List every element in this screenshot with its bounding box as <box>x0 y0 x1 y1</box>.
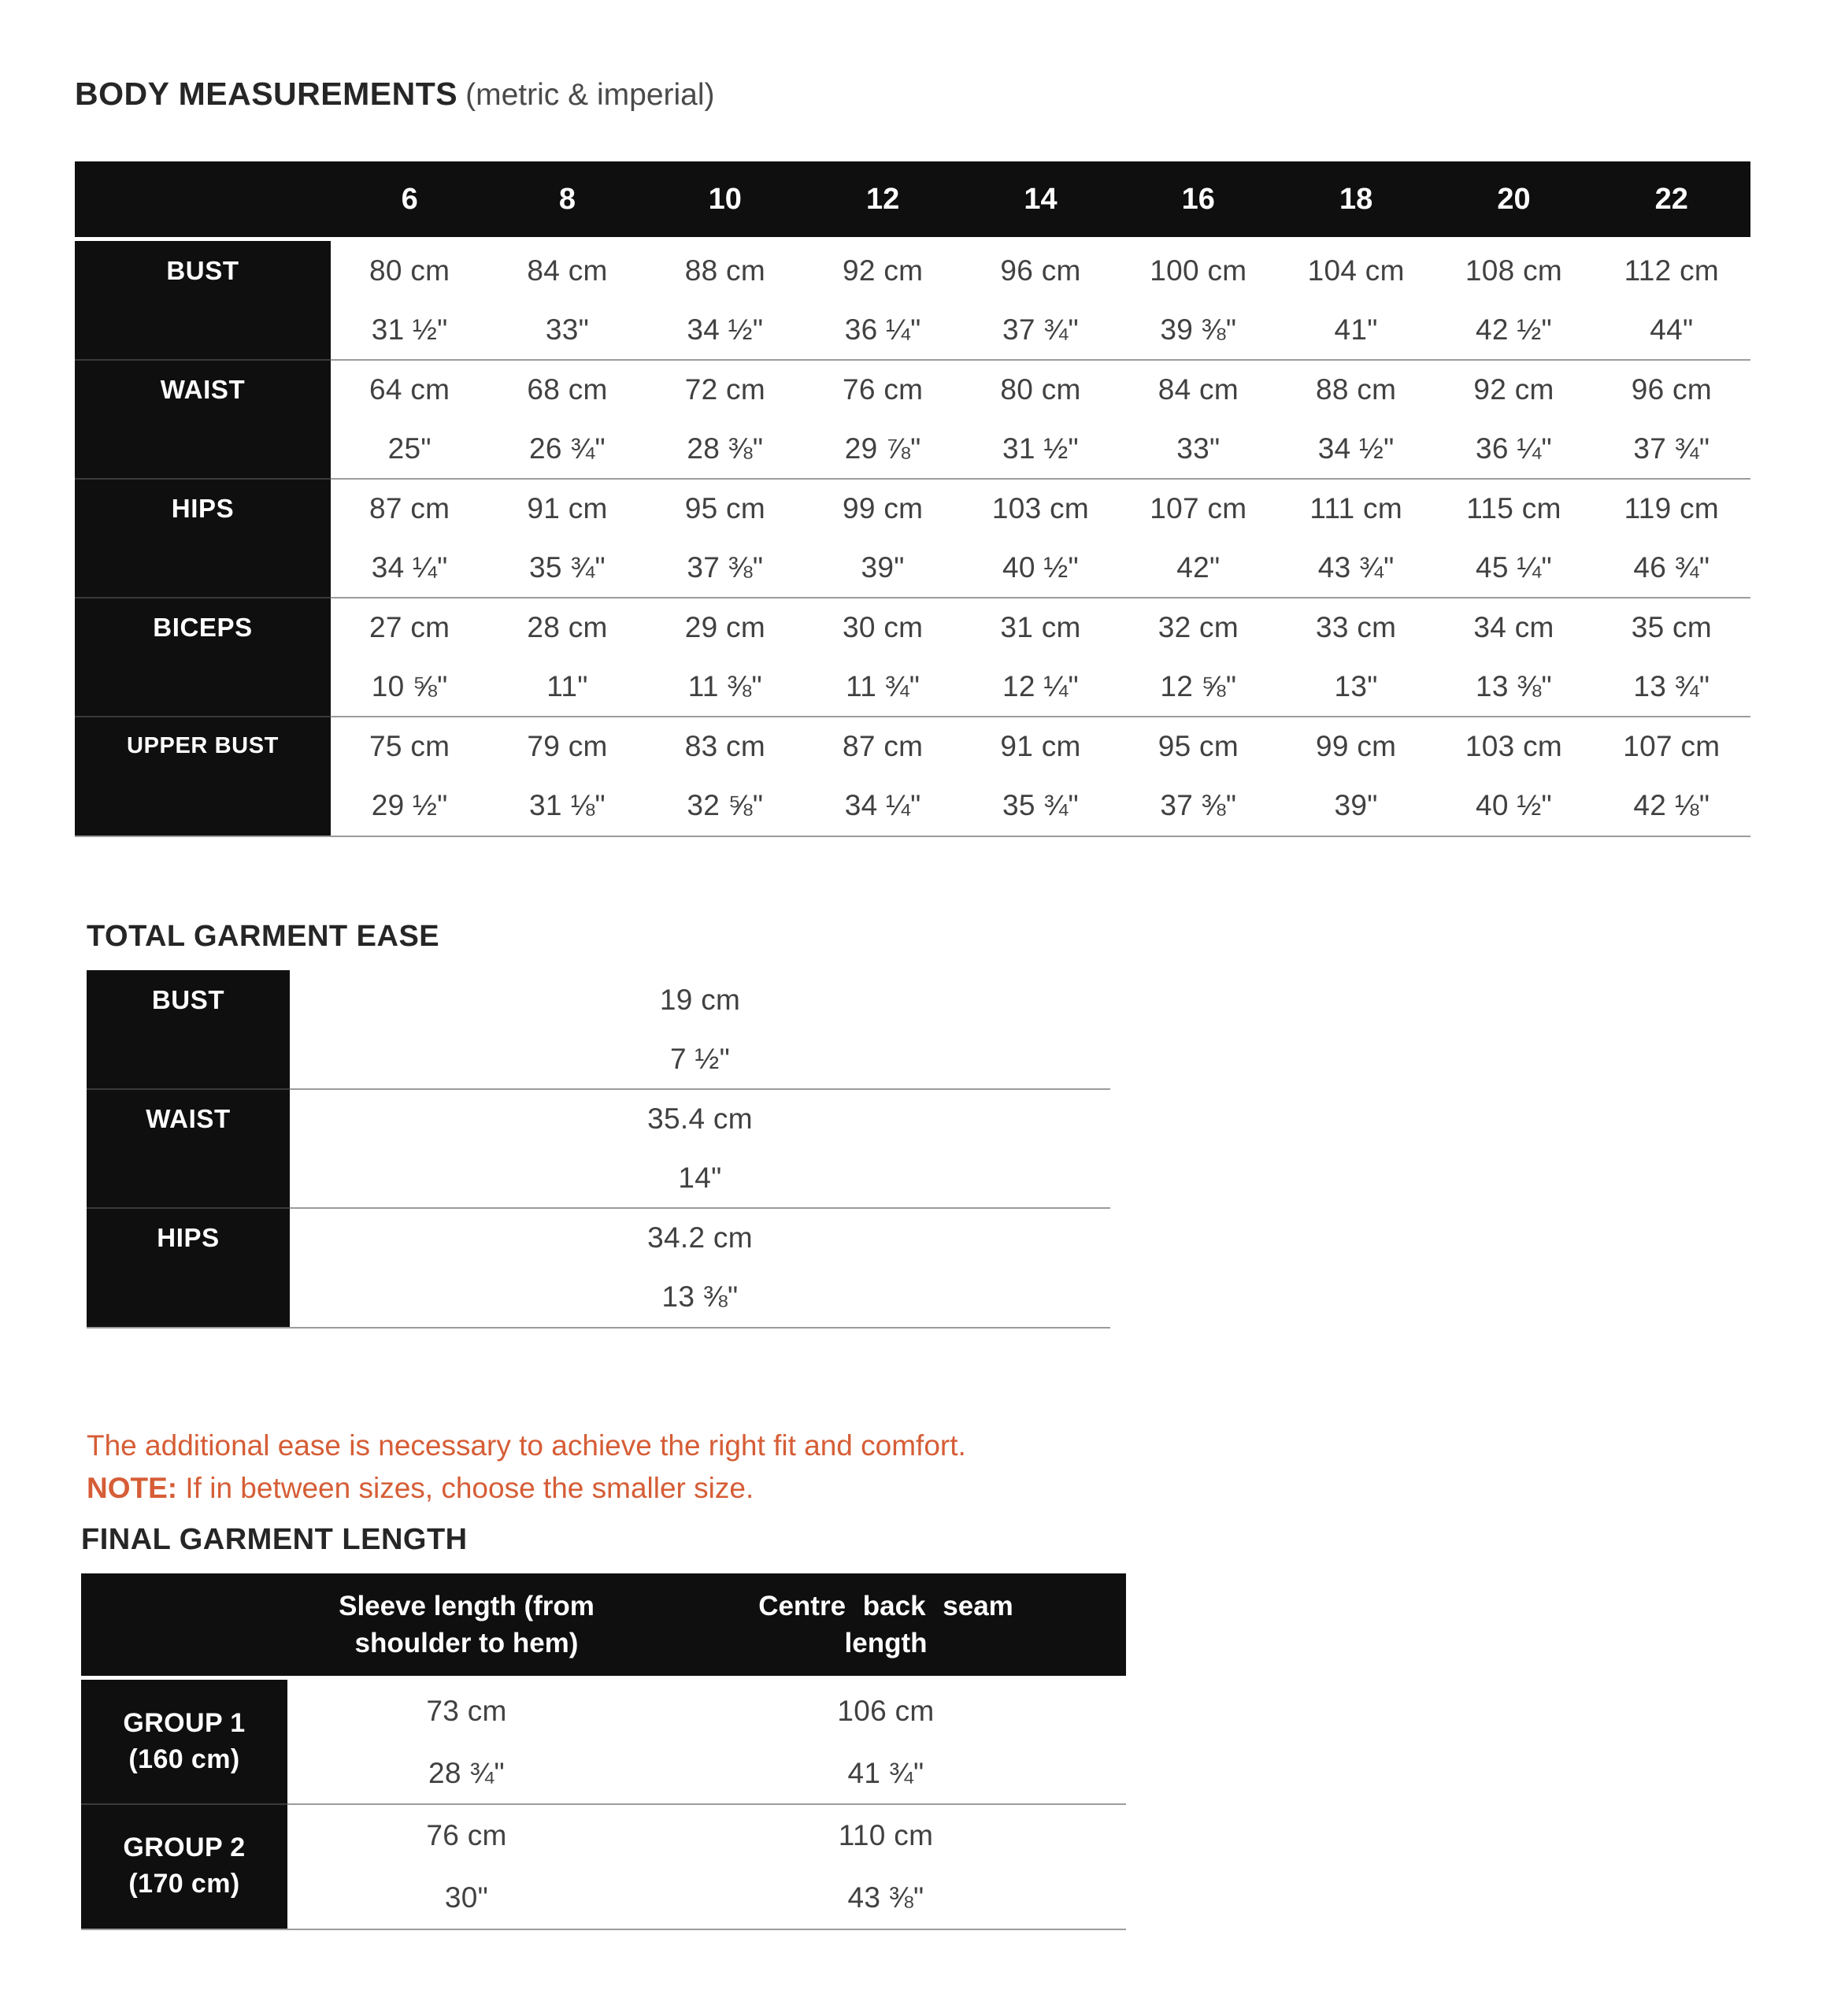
measurement-cell <box>961 360 1119 479</box>
value-cm: 34.2 cm <box>647 1221 753 1254</box>
value-inches: 44" <box>1650 313 1694 346</box>
page-title-bold: BODY MEASUREMENTS <box>75 76 458 112</box>
centre-back-seam-cell <box>646 1680 1126 1804</box>
value-inches: 26 ¾" <box>529 432 606 465</box>
value-inches: 11 ¾" <box>846 670 920 703</box>
value-inches: 36 ¼" <box>1476 432 1552 465</box>
value-inches: 31 ⅛" <box>529 789 606 822</box>
measurement-cell <box>1593 598 1750 717</box>
value-cm: 112 cm <box>1624 254 1720 287</box>
value-cm: 95 cm <box>1158 729 1239 762</box>
value-inches: 13 ⅜" <box>661 1280 739 1314</box>
value-cm: 96 cm <box>1631 372 1712 406</box>
row-label-wrap <box>87 1089 290 1149</box>
value-cm: 91 cm <box>527 491 608 524</box>
value-cm: 75 cm <box>369 729 450 762</box>
table-bottom-divider <box>81 1929 1126 1930</box>
value-inches: 40 ½" <box>1002 551 1079 584</box>
row-label-cell <box>87 1089 290 1208</box>
measurement-cell <box>804 717 961 836</box>
value-inches: 39" <box>1334 789 1378 822</box>
measurement-cell <box>488 241 646 360</box>
measurement-cell <box>1593 241 1750 360</box>
row-label: WAIST <box>160 374 246 404</box>
value-cm: 87 cm <box>369 491 450 524</box>
value-inches: 39" <box>861 551 905 584</box>
row-label-cell <box>75 360 331 479</box>
row-label: BUST <box>166 255 239 285</box>
value-cm: 76 cm <box>426 1818 507 1851</box>
row-label-wrap <box>75 717 331 776</box>
value-inches: 46 ¾" <box>1633 551 1710 584</box>
row-label-wrap <box>75 598 331 658</box>
value-inches: 43 ⅜" <box>847 1881 924 1914</box>
value-cm: 80 cm <box>1000 372 1081 406</box>
measurement-cell <box>804 360 961 479</box>
value-cm: 107 cm <box>1150 491 1247 524</box>
measurement-cell <box>804 479 961 598</box>
row-label-block <box>123 1830 245 1903</box>
value-cm: 110 cm <box>838 1818 934 1851</box>
value-inches: 42" <box>1176 551 1221 584</box>
row-label: HIPS <box>171 493 235 523</box>
value-cm: 72 cm <box>684 372 765 406</box>
value-cm: 107 cm <box>1623 729 1721 762</box>
value-inches: 35 ¾" <box>529 551 606 584</box>
measurement-cell <box>331 479 488 598</box>
value-inches: 41 ¾" <box>847 1756 924 1789</box>
measurement-cell <box>1120 241 1277 360</box>
size-column-header: 6 <box>401 182 418 216</box>
ease-note <box>87 1425 1268 1509</box>
row-label-cell <box>75 241 331 360</box>
row-label: UPPER BUST <box>127 733 279 759</box>
value-inches: 29 ⅞" <box>844 432 921 465</box>
measurement-row <box>75 241 1750 360</box>
row-label-cell <box>75 598 331 717</box>
measurement-cell <box>1593 479 1750 598</box>
size-column-header: 18 <box>1339 182 1373 216</box>
size-column-header: 12 <box>866 182 900 216</box>
value-cm: 30 cm <box>843 610 924 643</box>
value-inches: 13 ⅜" <box>1476 670 1552 703</box>
group-label-line2: (170 cm) <box>128 1869 240 1899</box>
value-cm: 79 cm <box>527 729 608 762</box>
value-cm: 100 cm <box>1150 254 1247 287</box>
value-cm: 115 cm <box>1466 491 1561 524</box>
value-cm: 96 cm <box>1000 254 1081 287</box>
ease-value-cell <box>290 1089 1110 1208</box>
table-bottom-divider <box>87 1327 1110 1329</box>
value-cm: 80 cm <box>369 254 450 287</box>
measurement-cell <box>488 360 646 479</box>
value-inches: 39 ⅜" <box>1160 313 1237 346</box>
value-inches: 33" <box>545 313 590 346</box>
body-measurements-rows <box>75 241 1750 836</box>
value-cm: 99 cm <box>843 491 924 524</box>
value-inches: 13 ¾" <box>1633 670 1710 703</box>
group-label-line1: GROUP 2 <box>123 1833 246 1863</box>
value-inches: 45 ¼" <box>1476 551 1552 584</box>
value-inches: 13" <box>1334 670 1378 703</box>
ease-row <box>87 1208 1110 1327</box>
measurement-cell <box>1120 717 1277 836</box>
row-label-cell <box>81 1804 287 1929</box>
value-inches: 37 ¾" <box>1002 313 1079 346</box>
value-cm: 84 cm <box>527 254 608 287</box>
measurement-cell <box>1120 598 1277 717</box>
measurement-cell <box>646 360 804 479</box>
row-label: BUST <box>151 984 225 1014</box>
value-inches: 37 ¾" <box>1633 432 1710 465</box>
value-inches: 34 ½" <box>1317 432 1395 465</box>
value-cm: 29 cm <box>684 610 765 643</box>
value-cm: 95 cm <box>684 491 765 524</box>
row-label-block <box>123 1706 245 1778</box>
size-column-header: 8 <box>558 182 576 216</box>
measurement-cell <box>646 717 804 836</box>
value-inches: 7 ½" <box>669 1043 731 1076</box>
final-length-row <box>81 1680 1126 1804</box>
row-label-cell <box>75 479 331 598</box>
size-column-header: 22 <box>1654 182 1688 216</box>
value-inches: 43 ¾" <box>1317 551 1395 584</box>
measurement-cell <box>331 360 488 479</box>
value-cm: 35 cm <box>1631 610 1712 643</box>
final-length-header-row <box>81 1573 1126 1676</box>
measurement-row <box>75 360 1750 479</box>
ease-note-line1: The additional ease is necessary to achieve the right fit and comfort. <box>87 1429 966 1462</box>
measurement-cell <box>331 598 488 717</box>
measurement-cell <box>646 241 804 360</box>
row-label-wrap <box>87 1208 290 1268</box>
row-label-wrap <box>87 970 290 1030</box>
value-cm: 91 cm <box>1000 729 1081 762</box>
value-cm: 31 cm <box>1000 610 1081 643</box>
row-label: BICEPS <box>153 612 253 642</box>
body-measurements-table <box>75 161 1750 837</box>
ease-value-cell <box>290 970 1110 1089</box>
measurement-cell <box>804 598 961 717</box>
value-cm: 103 cm <box>991 491 1090 524</box>
measurement-cell <box>1120 479 1277 598</box>
value-cm: 84 cm <box>1158 372 1239 406</box>
measurement-cell <box>1277 717 1435 836</box>
size-column-header: 20 <box>1497 182 1531 216</box>
final-length-row <box>81 1804 1126 1929</box>
row-label: HIPS <box>157 1222 220 1252</box>
centre-back-seam-header-text: Centre back seam length <box>758 1590 1013 1658</box>
measurement-cell <box>1435 598 1592 717</box>
value-cm: 88 cm <box>684 254 765 287</box>
row-label-cell <box>87 1208 290 1327</box>
row-label-wrap <box>75 241 331 301</box>
value-cm: 108 cm <box>1465 254 1563 287</box>
value-cm: 83 cm <box>684 729 765 762</box>
measurement-cell <box>1435 241 1592 360</box>
value-cm: 106 cm <box>837 1694 935 1727</box>
page-title <box>75 76 715 113</box>
value-cm: 103 cm <box>1465 729 1563 762</box>
size-column-header: 14 <box>1024 182 1058 216</box>
value-cm: 88 cm <box>1316 372 1397 406</box>
value-inches: 11" <box>546 670 588 703</box>
final-length-rows <box>81 1680 1126 1929</box>
value-cm: 64 cm <box>369 372 450 406</box>
value-inches: 42 ⅛" <box>1633 789 1710 822</box>
measurement-cell <box>1435 360 1592 479</box>
value-inches: 30" <box>444 1881 489 1914</box>
row-label-cell <box>75 717 331 836</box>
measurement-cell <box>961 598 1119 717</box>
sleeve-length-header-text: Sleeve length (from shoulder to hem) <box>339 1590 595 1658</box>
measurement-cell <box>488 479 646 598</box>
value-cm: 27 cm <box>369 610 450 643</box>
final-length-table <box>81 1573 1126 1930</box>
value-inches: 11 ⅜" <box>687 670 762 703</box>
measurement-cell <box>1120 360 1277 479</box>
value-cm: 111 cm <box>1309 491 1402 524</box>
value-inches: 12 ⅝" <box>1160 670 1237 703</box>
row-label-wrap <box>75 479 331 539</box>
row-label-cell <box>87 970 290 1089</box>
ease-note-line2: If in between sizes, choose the smaller size. <box>177 1471 754 1504</box>
ease-row <box>87 1089 1110 1208</box>
value-cm: 33 cm <box>1316 610 1397 643</box>
value-inches: 12 ¼" <box>1002 670 1079 703</box>
garment-ease-title: TOTAL GARMENT EASE <box>87 920 440 953</box>
sleeve-length-column-header <box>287 1573 646 1676</box>
centre-back-seam-cell <box>646 1804 1126 1929</box>
size-column-header: 16 <box>1181 182 1215 216</box>
measurement-cell <box>331 717 488 836</box>
measurement-cell <box>488 598 646 717</box>
value-cm: 76 cm <box>843 372 924 406</box>
value-inches: 35 ¾" <box>1002 789 1079 822</box>
value-inches: 40 ½" <box>1476 789 1552 822</box>
measurement-row <box>75 717 1750 836</box>
size-header-corner <box>75 161 331 237</box>
value-inches: 25" <box>387 432 432 465</box>
value-inches: 31 ½" <box>371 313 448 346</box>
value-inches: 32 ⅝" <box>687 789 764 822</box>
value-cm: 68 cm <box>527 372 608 406</box>
garment-ease-rows <box>87 970 1110 1327</box>
value-cm: 28 cm <box>527 610 608 643</box>
value-inches: 29 ½" <box>371 789 448 822</box>
value-inches: 36 ¼" <box>844 313 921 346</box>
measurement-cell <box>961 479 1119 598</box>
garment-ease-table <box>87 970 1110 1329</box>
measurement-cell <box>1435 717 1592 836</box>
value-cm: 104 cm <box>1307 254 1405 287</box>
value-inches: 42 ½" <box>1476 313 1552 346</box>
value-cm: 92 cm <box>843 254 924 287</box>
measurement-cell <box>1277 241 1435 360</box>
value-inches: 37 ⅜" <box>1160 789 1237 822</box>
size-header-row <box>75 161 1750 237</box>
value-inches: 28 ¾" <box>428 1756 505 1789</box>
value-inches: 34 ½" <box>687 313 764 346</box>
value-cm: 119 cm <box>1624 491 1720 524</box>
measurement-cell <box>1277 360 1435 479</box>
row-label: WAIST <box>146 1103 231 1133</box>
measurement-cell <box>1277 598 1435 717</box>
measurement-row <box>75 479 1750 598</box>
value-cm: 92 cm <box>1473 372 1554 406</box>
value-inches: 33" <box>1176 432 1221 465</box>
value-cm: 99 cm <box>1316 729 1397 762</box>
value-inches: 31 ½" <box>1002 432 1079 465</box>
value-inches: 14" <box>678 1162 722 1195</box>
measurement-cell <box>488 717 646 836</box>
measurement-cell <box>961 241 1119 360</box>
measurement-row <box>75 598 1750 717</box>
sleeve-length-cell <box>287 1680 646 1804</box>
measurement-cell <box>1593 717 1750 836</box>
measurement-cell <box>804 241 961 360</box>
row-label-wrap <box>75 360 331 420</box>
value-cm: 73 cm <box>426 1694 507 1727</box>
value-inches: 28 ⅜" <box>687 432 764 465</box>
measurement-cell <box>1277 479 1435 598</box>
value-cm: 87 cm <box>843 729 924 762</box>
page-title-light: (metric & imperial) <box>465 78 715 112</box>
value-inches: 10 ⅝" <box>371 670 448 703</box>
measurement-cell <box>646 598 804 717</box>
measurement-cell <box>1435 479 1592 598</box>
measurement-cell <box>961 717 1119 836</box>
value-cm: 35.4 cm <box>647 1102 753 1135</box>
row-label-cell <box>81 1680 287 1804</box>
value-inches: 41" <box>1334 313 1378 346</box>
group-label-line1: GROUP 1 <box>123 1708 246 1739</box>
measurement-cell <box>331 241 488 360</box>
final-length-title: FINAL GARMENT LENGTH <box>81 1523 468 1556</box>
ease-value-cell <box>290 1208 1110 1327</box>
centre-back-seam-column-header <box>646 1573 1126 1676</box>
value-inches: 34 ¼" <box>844 789 921 822</box>
value-inches: 37 ⅜" <box>687 551 764 584</box>
size-column-header: 10 <box>708 182 742 216</box>
value-cm: 32 cm <box>1158 610 1239 643</box>
value-cm: 19 cm <box>659 983 741 1016</box>
measurement-cell <box>1593 360 1750 479</box>
table-bottom-divider <box>75 836 1750 837</box>
sleeve-length-cell <box>287 1804 646 1929</box>
group-label-line2: (160 cm) <box>128 1744 240 1774</box>
measurement-cell <box>646 479 804 598</box>
ease-row <box>87 970 1110 1089</box>
value-cm: 34 cm <box>1473 610 1554 643</box>
final-length-header-corner <box>81 1573 287 1676</box>
ease-note-label: NOTE: <box>87 1471 178 1504</box>
value-inches: 34 ¼" <box>371 551 448 584</box>
